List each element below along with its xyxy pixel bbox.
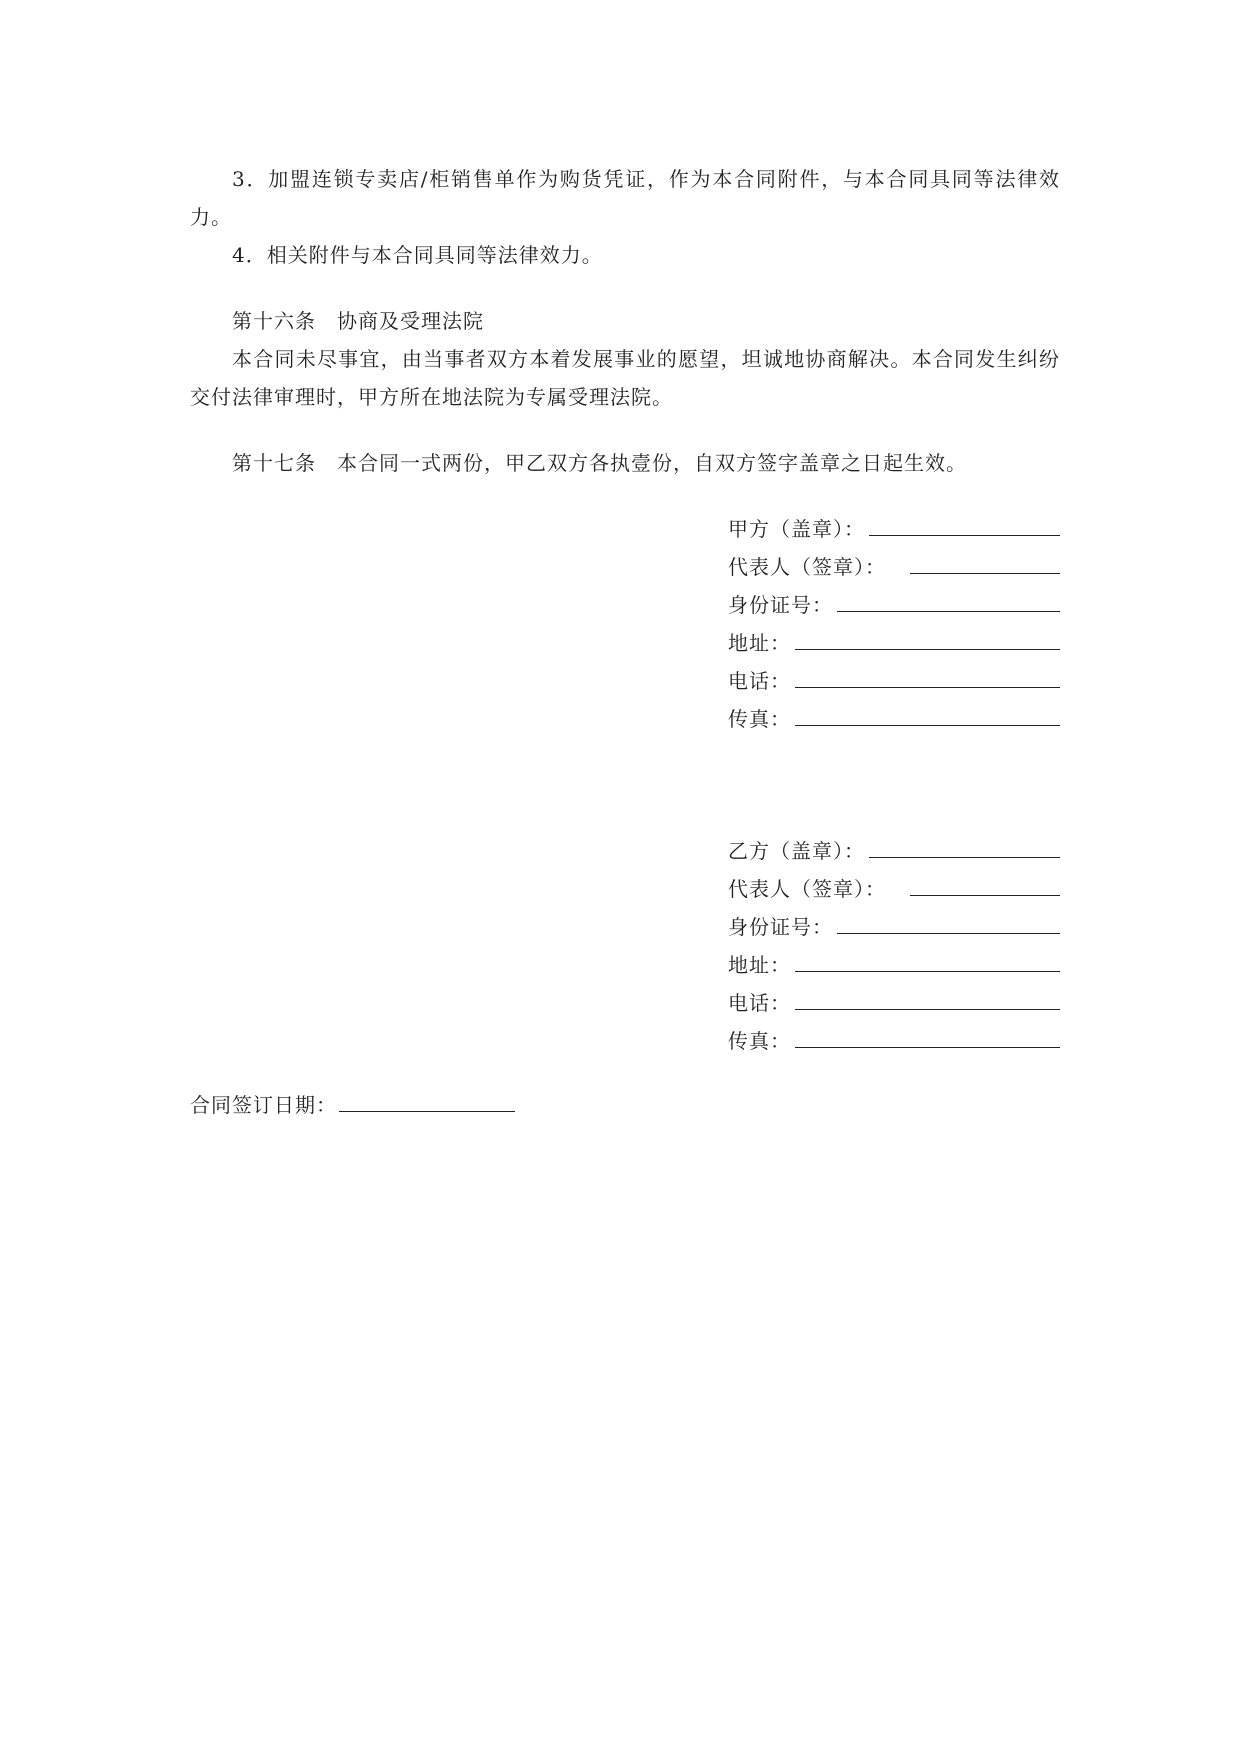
party-b-phone-label: 电话： — [728, 991, 791, 1015]
party-a-address-label: 地址： — [728, 631, 791, 655]
party-a-phone-label: 电话： — [728, 669, 791, 693]
party-b-phone-row — [728, 978, 1060, 1016]
party-a-seal-row — [728, 504, 1060, 542]
party-b-representative-line[interactable] — [910, 894, 1060, 896]
party-b-id-row — [728, 902, 1060, 940]
party-b-fax-label: 传真： — [728, 1029, 791, 1053]
signing-date-line[interactable] — [339, 1110, 515, 1112]
party-b-id-line[interactable] — [837, 932, 1060, 934]
party-a-signature-block — [728, 504, 1060, 732]
party-b-address-label: 地址： — [728, 953, 791, 977]
article-16-title: 第十六条 协商及受理法院 — [232, 309, 484, 333]
party-b-fax-row — [728, 1016, 1060, 1054]
party-a-seal-label: 甲方（盖章）： — [728, 517, 865, 541]
party-a-id-row — [728, 580, 1060, 618]
party-b-phone-line[interactable] — [795, 1008, 1060, 1010]
party-b-representative-label: 代表人（签章）： — [728, 877, 886, 901]
party-a-address-row — [728, 618, 1060, 656]
party-b-seal-row — [728, 826, 1060, 864]
party-b-address-line[interactable] — [795, 970, 1060, 972]
party-a-fax-row — [728, 694, 1060, 732]
party-a-seal-line[interactable] — [869, 534, 1060, 536]
party-a-representative-label: 代表人（签章）： — [728, 555, 886, 579]
party-b-seal-label: 乙方（盖章）： — [728, 839, 865, 863]
party-a-id-line[interactable] — [837, 610, 1060, 612]
party-b-id-label: 身份证号： — [728, 915, 833, 939]
party-b-signature-block — [728, 826, 1060, 1054]
article-16-body: 本合同未尽事宜，由当事者双方本着发展事业的愿望，坦诚地协商解决。本合同发生纠纷交付法律审理时，甲方所在地法院为专属受理法院。 — [190, 347, 1060, 409]
party-a-representative-line[interactable] — [910, 572, 1060, 574]
party-a-phone-row — [728, 656, 1060, 694]
signing-date-row — [190, 1080, 515, 1118]
party-a-representative-row — [728, 542, 1060, 580]
signing-date-label: 合同签订日期： — [190, 1093, 337, 1117]
party-a-fax-line[interactable] — [795, 724, 1060, 726]
party-a-address-line[interactable] — [795, 648, 1060, 650]
clause-item-3: 3．加盟连锁专卖店/柜销售单作为购货凭证，作为本合同附件，与本合同具同等法律效力。 — [190, 167, 1060, 229]
clause-item-4: 4．相关附件与本合同具同等法律效力。 — [232, 243, 603, 267]
article-17: 第十七条 本合同一式两份，甲乙双方各执壹份，自双方签字盖章之日起生效。 — [232, 451, 967, 475]
party-b-seal-line[interactable] — [869, 856, 1060, 858]
party-a-fax-label: 传真： — [728, 707, 791, 731]
party-a-phone-line[interactable] — [795, 686, 1060, 688]
party-a-id-label: 身份证号： — [728, 593, 833, 617]
party-b-address-row — [728, 940, 1060, 978]
party-b-representative-row — [728, 864, 1060, 902]
party-b-fax-line[interactable] — [795, 1046, 1060, 1048]
